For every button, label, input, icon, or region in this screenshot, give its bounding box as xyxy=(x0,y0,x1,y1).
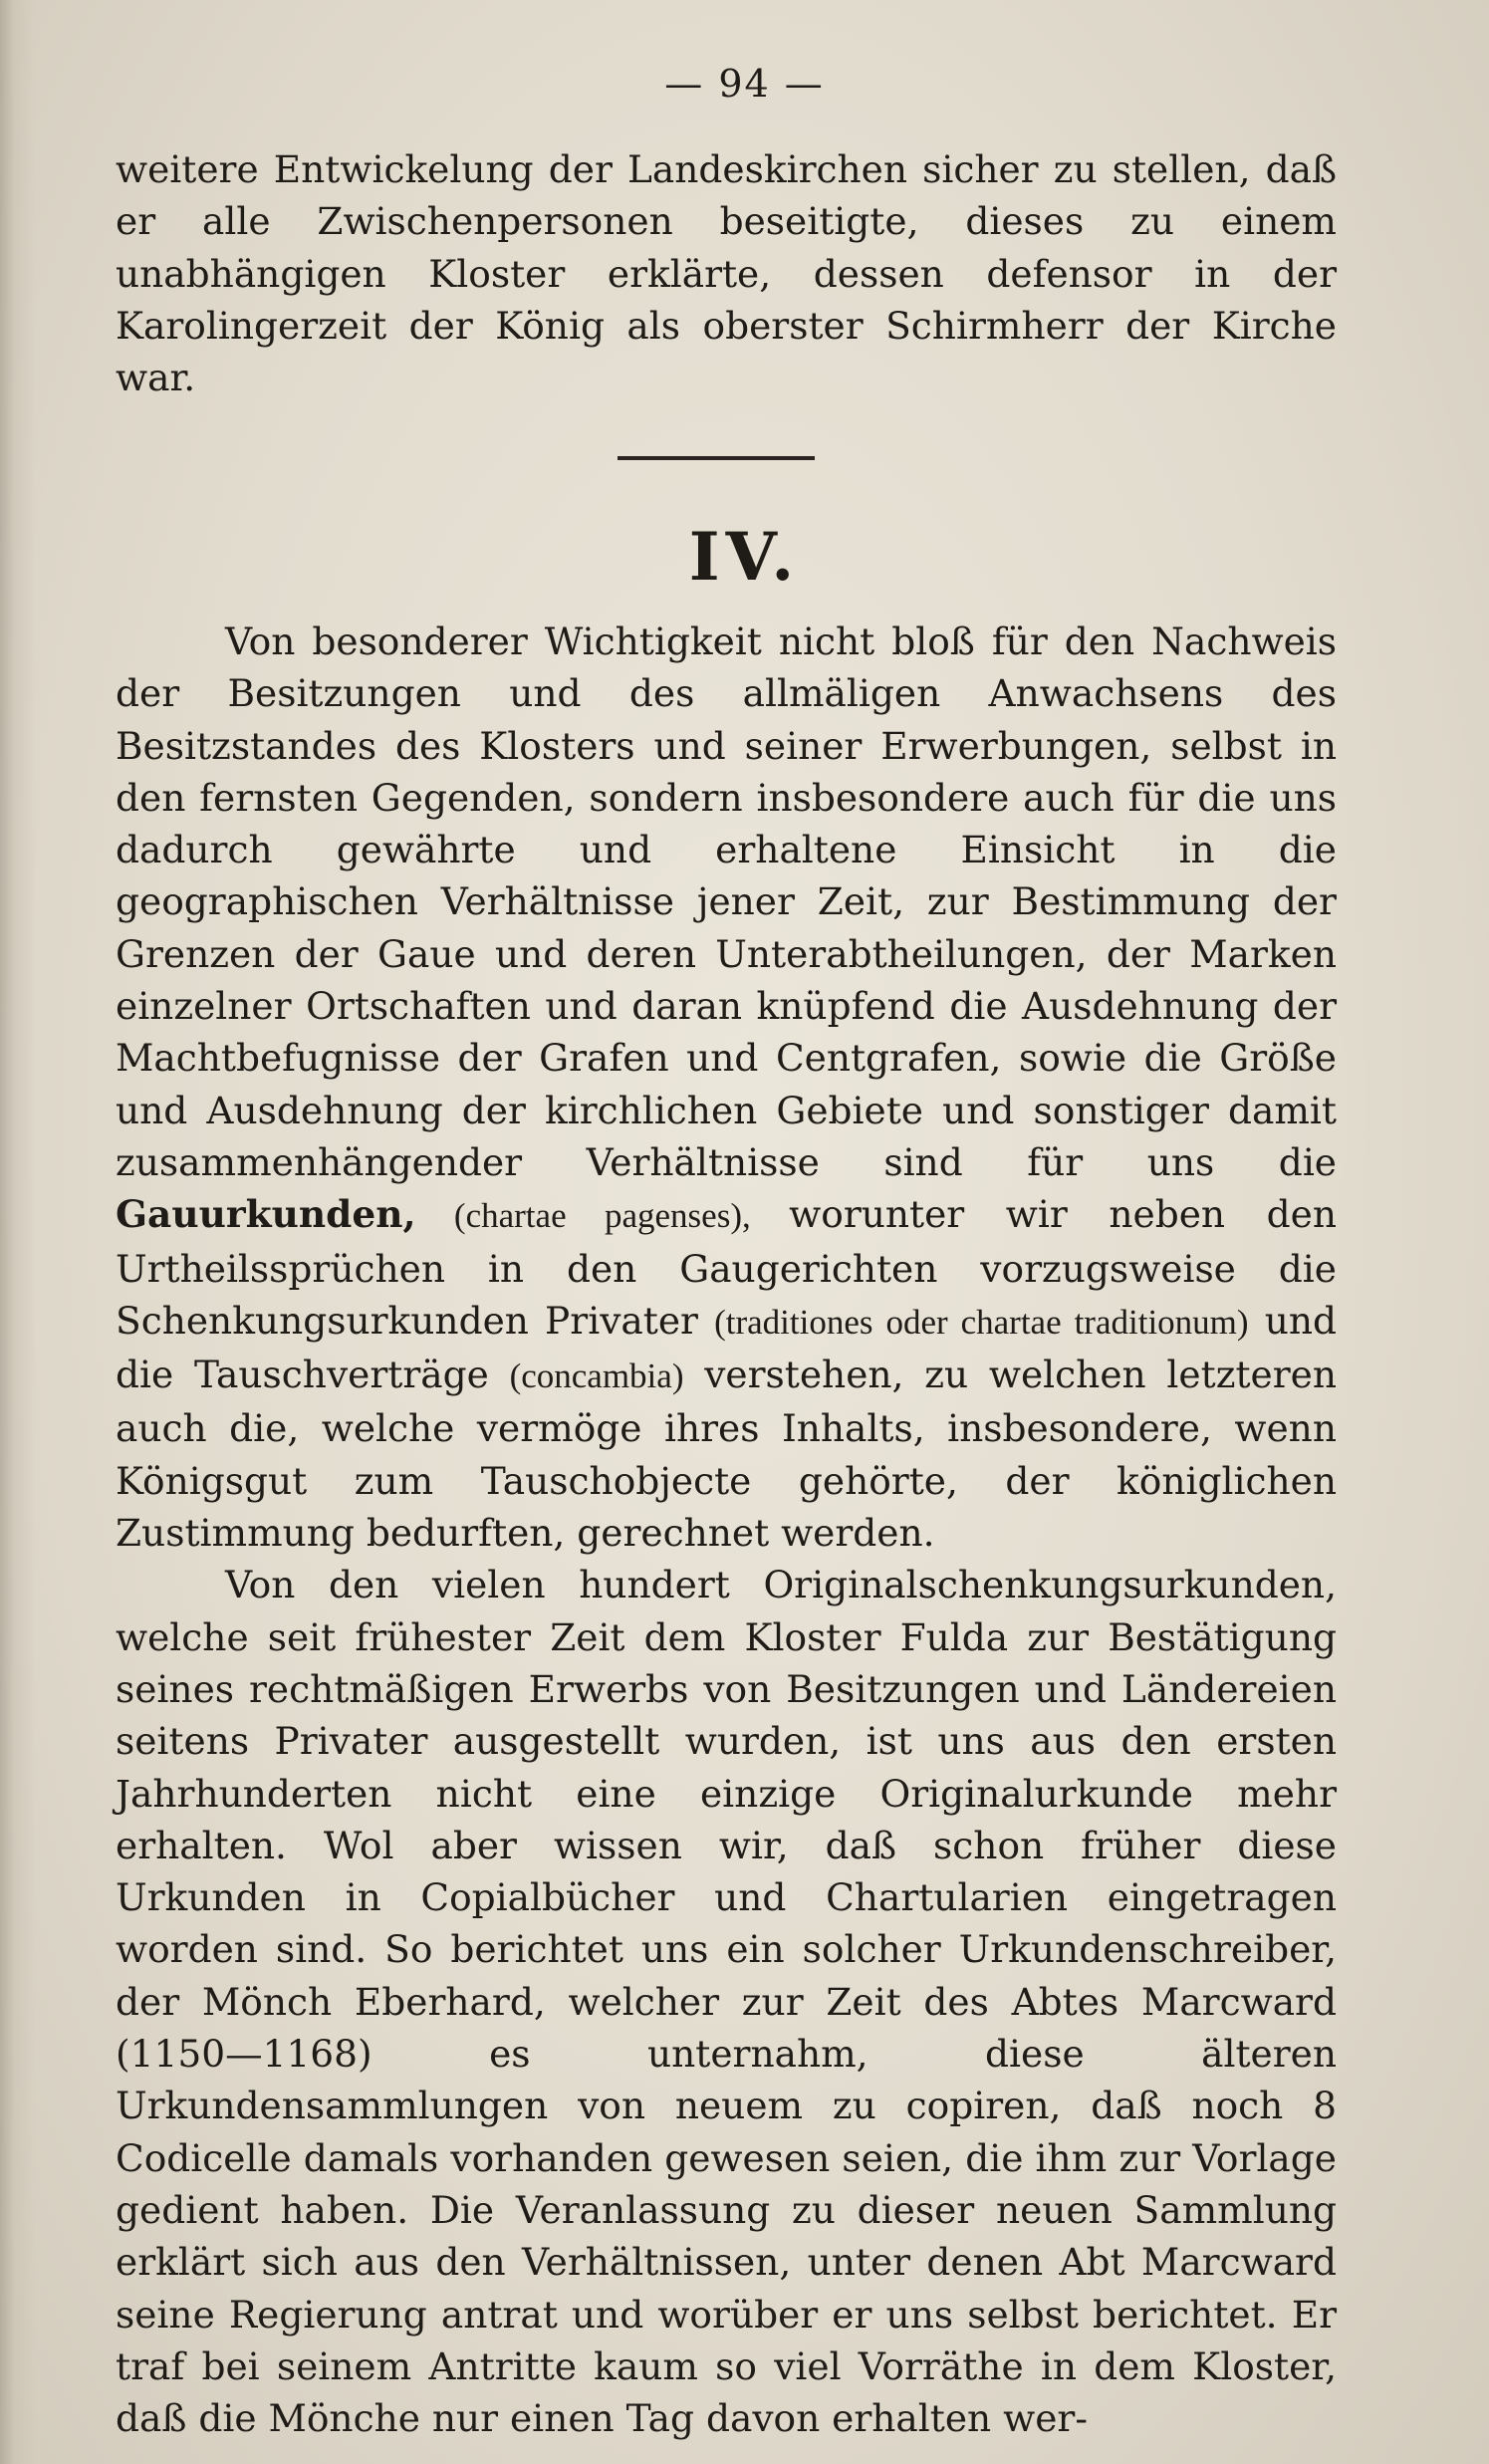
page-number: — 94 — xyxy=(664,62,825,106)
paragraph-1 xyxy=(116,616,1337,1559)
section-heading: IV. xyxy=(688,518,801,596)
latin-term-chartae-pagenses: (chartae pagenses), xyxy=(415,1196,790,1236)
section-divider-rule xyxy=(618,456,815,460)
paragraph-1-text-c: und die Tauschverträge xyxy=(116,1298,1338,1397)
paragraph-2: Von den vielen hundert Originalschenkungsurkunden, welche seit frühester Zeit dem Kloster Fulda zur Bestätigung seines rechtmäßigen Erwerbs von Besitzungen und Ländereien seitens Privater ausgestellt wurden, ist uns aus den ersten Jahrhunderten nicht eine einzige Originalurkunde mehr erhalten. Wol aber wissen wir, daß schon früher diese Urkunden in Copialbücher und Chartularien eingetragen worden sind. So berichtet uns ein solcher Urkundenschreiber, der Mönch Eberhard, welcher zur Zeit des Abtes Marcward (1150—1168) es unternahm, diese älteren Urkundensammlungen von neuem zu copiren, daß noch 8 Codicelle damals vorhanden gewesen seien, die ihm zur Vorlage gedient haben. Die Veranlassung zu dieser neuen Sammlung erklärt sich aus den Verhältnissen, unter denen Abt Marcward seine Regierung antrat und worüber er uns selbst berichtet. Er traf bei seinem Antritte kaum so viel Vorräthe in dem Kloster, daß die Mönche nur einen Tag davon erhalten wer- xyxy=(116,1563,1337,2441)
paragraph-1-text-b: worunter wir neben den Urtheilssprüchen in den Gaugerichten vorzugsweise die Schenkungsurkunden Privater xyxy=(116,1192,1337,1343)
paragraph-1-text-d: verstehen, zu welchen letzteren auch die, welche vermöge ihres Inhalts, insbesondere, wenn Königsgut zum Tauschobjecte gehörte, der königlichen Zustimmung bedurften, gerechnet werden. xyxy=(116,1353,1337,1556)
latin-term-traditiones: (traditiones oder chartae traditionum) xyxy=(714,1302,1249,1342)
latin-term-concambia: (concambia) xyxy=(509,1356,684,1396)
main-text-block xyxy=(116,616,1337,2444)
top-paragraph: weitere Entwickelung der Landeskirchen sicher zu stellen, daß er alle Zwischenpersonen beseitigte, dieses zu einem unabhängigen Kloster erklärte, dessen defensor in der Karolingerzeit der König als oberster Schirmherr der Kirche war. xyxy=(116,147,1337,400)
term-gauurkunden: Gauurkunden, xyxy=(116,1192,416,1237)
top-paragraph-block xyxy=(116,143,1337,403)
paragraph-1-text-a: Von besonderer Wichtigkeit nicht bloß für den Nachweis der Besitzungen und des allmäligen Anwachsens des Besitzstandes des Klosters und seiner Erwerbungen, selbst in den fernsten Gegenden, sondern insbesondere auch für die uns dadurch gewährte und erhaltene Einsicht in die geographischen Verhältnisse jener Zeit, zur Bestimmung der Grenzen der Gaue und deren Unterabtheilungen, der Marken einzelner Ortschaften und daran knüpfend die Ausdehnung der Machtbefugnisse der Grafen und Centgrafen, sowie die Größe und Ausdehnung der kirchlichen Gebiete und sonstiger damit zusammenhängender Verhältnisse sind für uns die xyxy=(116,619,1337,1184)
